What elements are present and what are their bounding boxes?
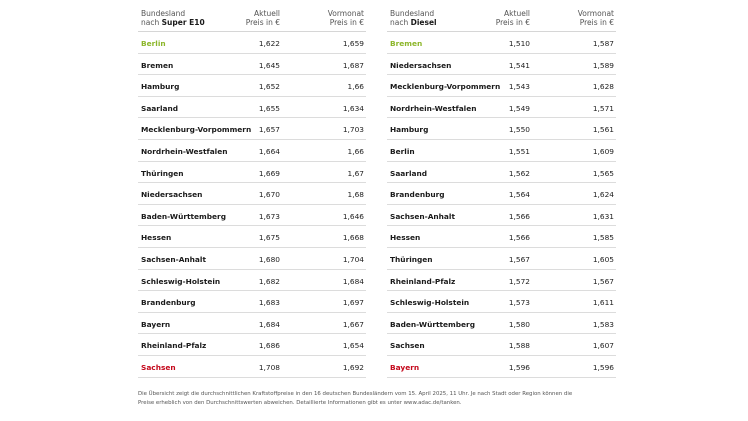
table-row — [387, 32, 616, 54]
state-name: Berlin — [390, 146, 415, 156]
table-row — [387, 75, 616, 97]
table-row — [138, 248, 366, 270]
state-name: Brandenburg — [141, 298, 196, 308]
current-price: 1,543 — [508, 82, 530, 92]
table-header — [138, 7, 366, 32]
previous-month-price: 1,624 — [592, 190, 614, 200]
state-name: Thüringen — [390, 254, 433, 264]
current-price: 1,682 — [258, 276, 280, 286]
current-price: 1,510 — [508, 39, 530, 48]
previous-month-price: 1,68 — [347, 190, 364, 200]
state-name: Schleswig-Holstein — [390, 298, 470, 308]
state-name: Hessen — [390, 233, 421, 243]
state-column-header — [141, 9, 205, 27]
table-row — [387, 313, 616, 335]
table-row — [138, 270, 366, 292]
state-name: Niedersachsen — [390, 60, 452, 70]
previous-month-price: 1,634 — [342, 103, 364, 113]
state-name: Saarland — [141, 103, 179, 113]
previous-month-price: 1,667 — [342, 319, 364, 329]
previous-month-price: 1,684 — [342, 276, 364, 286]
current-price: 1,657 — [258, 125, 280, 135]
state-name: Hamburg — [390, 125, 429, 135]
current-price: 1,655 — [258, 103, 280, 113]
table-row — [387, 205, 616, 227]
table-row — [138, 313, 366, 335]
state-name: Saarland — [390, 168, 428, 178]
header-label: Bundesland — [390, 9, 435, 18]
header-label: Aktuell — [254, 9, 280, 18]
state-name: Bayern — [141, 319, 171, 329]
table-row — [138, 118, 366, 140]
previous-month-price: 1,561 — [592, 125, 614, 135]
header-label: Preis in € — [495, 18, 530, 27]
table-row — [387, 270, 616, 292]
current-price: 1,622 — [258, 39, 280, 48]
state-name: Baden-Württemberg — [141, 211, 226, 221]
previous-month-price: 1,66 — [347, 82, 364, 92]
current-price: 1,562 — [508, 168, 530, 178]
header-label: nach — [141, 18, 162, 27]
state-name: Brandenburg — [390, 190, 445, 200]
state-name: Bremen — [390, 39, 423, 48]
previous-month-price: 1,66 — [347, 146, 364, 156]
previous-month-price: 1,628 — [592, 82, 614, 92]
current-price-column-header — [496, 9, 530, 27]
current-price: 1,588 — [508, 341, 530, 351]
current-price: 1,664 — [258, 146, 280, 156]
state-name: Mecklenburg-Vorpommern — [141, 125, 252, 135]
current-price: 1,670 — [258, 190, 280, 200]
table-row — [387, 54, 616, 76]
current-price: 1,564 — [508, 190, 530, 200]
table-row — [387, 248, 616, 270]
previous-month-price: 1,654 — [342, 341, 364, 351]
current-price-column-header — [246, 9, 280, 27]
previous-month-price: 1,659 — [342, 39, 364, 48]
table-row — [138, 226, 366, 248]
table-row — [387, 334, 616, 356]
table-row — [387, 118, 616, 140]
state-name: Schleswig-Holstein — [141, 276, 221, 286]
header-label: Vormonat — [577, 9, 614, 18]
header-label: Preis in € — [579, 18, 614, 27]
previous-month-price: 1,567 — [592, 276, 614, 286]
table-row — [138, 205, 366, 227]
state-name: Rheinland-Pfalz — [141, 341, 207, 351]
fuel-type-label: Diesel — [410, 18, 437, 27]
table-row — [138, 334, 366, 356]
previous-month-price: 1,587 — [592, 39, 614, 48]
current-price: 1,673 — [258, 211, 280, 221]
current-price: 1,572 — [508, 276, 530, 286]
table-row — [387, 162, 616, 184]
footnote — [138, 390, 608, 407]
state-name: Berlin — [141, 39, 166, 48]
previous-month-price: 1,589 — [592, 60, 614, 70]
previous-month-price: 1,607 — [592, 341, 614, 351]
current-price: 1,566 — [508, 233, 530, 243]
current-price: 1,550 — [508, 125, 530, 135]
previous-month-price: 1,67 — [347, 168, 364, 178]
previous-month-price: 1,704 — [342, 254, 364, 264]
current-price: 1,708 — [258, 362, 280, 372]
table-row — [138, 183, 366, 205]
previous-month-price: 1,687 — [342, 60, 364, 70]
state-name: Baden-Württemberg — [390, 319, 475, 329]
state-column-header — [390, 9, 437, 27]
current-price: 1,541 — [508, 60, 530, 70]
current-price: 1,567 — [508, 254, 530, 264]
state-name: Hessen — [141, 233, 172, 243]
current-price: 1,566 — [508, 211, 530, 221]
table-row — [138, 32, 366, 54]
current-price: 1,652 — [258, 82, 280, 92]
table-row — [387, 140, 616, 162]
state-name: Rheinland-Pfalz — [390, 276, 456, 286]
state-name: Thüringen — [141, 168, 184, 178]
footnote-line: Die Übersicht zeigt die durchschnittlichen Kraftstoffpreise in den 16 deutschen Bundesländern vom 15. April 2025, 11 Uhr. Je nach Stadt oder Region können die — [138, 391, 573, 397]
table-header — [387, 7, 616, 32]
previous-month-column-header — [578, 9, 614, 27]
state-name: Bremen — [141, 60, 174, 70]
table-row — [138, 140, 366, 162]
previous-month-price: 1,605 — [592, 254, 614, 264]
previous-month-price: 1,585 — [592, 233, 614, 243]
table-row — [387, 291, 616, 313]
previous-month-price: 1,631 — [592, 211, 614, 221]
previous-month-price: 1,583 — [592, 319, 614, 329]
current-price: 1,686 — [258, 341, 280, 351]
footnote-line: Preise erheblich von den Durchschnittswerten abweichen. Detaillierte Informationen gibt es unter www.adac.de/tanken. — [138, 399, 462, 406]
current-price: 1,573 — [508, 298, 530, 308]
previous-month-column-header — [328, 9, 364, 27]
current-price: 1,684 — [258, 319, 280, 329]
state-name: Sachsen — [390, 341, 425, 351]
state-name: Niedersachsen — [141, 190, 203, 200]
current-price: 1,596 — [508, 362, 530, 372]
current-price: 1,551 — [508, 146, 530, 156]
header-label: Preis in € — [245, 18, 280, 27]
state-name: Sachsen-Anhalt — [141, 254, 206, 264]
previous-month-price: 1,609 — [592, 146, 614, 156]
table-row — [138, 162, 366, 184]
table-body — [138, 32, 366, 378]
header-label: Bundesland — [141, 9, 186, 18]
table-body — [387, 32, 616, 378]
table-row — [387, 356, 616, 378]
current-price: 1,669 — [258, 168, 280, 178]
table-row — [138, 97, 366, 119]
previous-month-price: 1,611 — [592, 298, 614, 308]
table-row — [387, 183, 616, 205]
header-label: nach — [390, 18, 411, 27]
previous-month-price: 1,697 — [342, 298, 364, 308]
previous-month-price: 1,703 — [342, 125, 364, 135]
previous-month-price: 1,646 — [342, 211, 364, 221]
table-row — [138, 54, 366, 76]
previous-month-price: 1,565 — [592, 168, 614, 178]
current-price: 1,675 — [258, 233, 280, 243]
current-price: 1,680 — [258, 254, 280, 264]
current-price: 1,645 — [258, 60, 280, 70]
state-name: Hamburg — [141, 82, 180, 92]
table-row — [138, 356, 366, 378]
previous-month-price: 1,692 — [342, 362, 364, 372]
state-name: Nordrhein-Westfalen — [141, 146, 228, 156]
state-name: Bayern — [390, 362, 420, 372]
table-row — [387, 226, 616, 248]
state-name: Sachsen-Anhalt — [390, 211, 455, 221]
previous-month-price: 1,668 — [342, 233, 364, 243]
diesel-price-table — [387, 7, 616, 378]
table-row — [387, 97, 616, 119]
previous-month-price: 1,571 — [592, 103, 614, 113]
header-label: Aktuell — [504, 9, 530, 18]
current-price: 1,549 — [508, 103, 530, 113]
state-name: Mecklenburg-Vorpommern — [390, 82, 501, 92]
previous-month-price: 1,596 — [592, 362, 614, 372]
table-row — [138, 75, 366, 97]
e10-price-table — [138, 7, 366, 378]
header-label: Preis in € — [329, 18, 364, 27]
fuel-type-label: Super E10 — [161, 18, 205, 27]
table-row — [138, 291, 366, 313]
current-price: 1,580 — [508, 319, 530, 329]
state-name: Sachsen — [141, 362, 176, 372]
header-label: Vormonat — [327, 9, 364, 18]
current-price: 1,683 — [258, 298, 280, 308]
state-name: Nordrhein-Westfalen — [390, 103, 477, 113]
